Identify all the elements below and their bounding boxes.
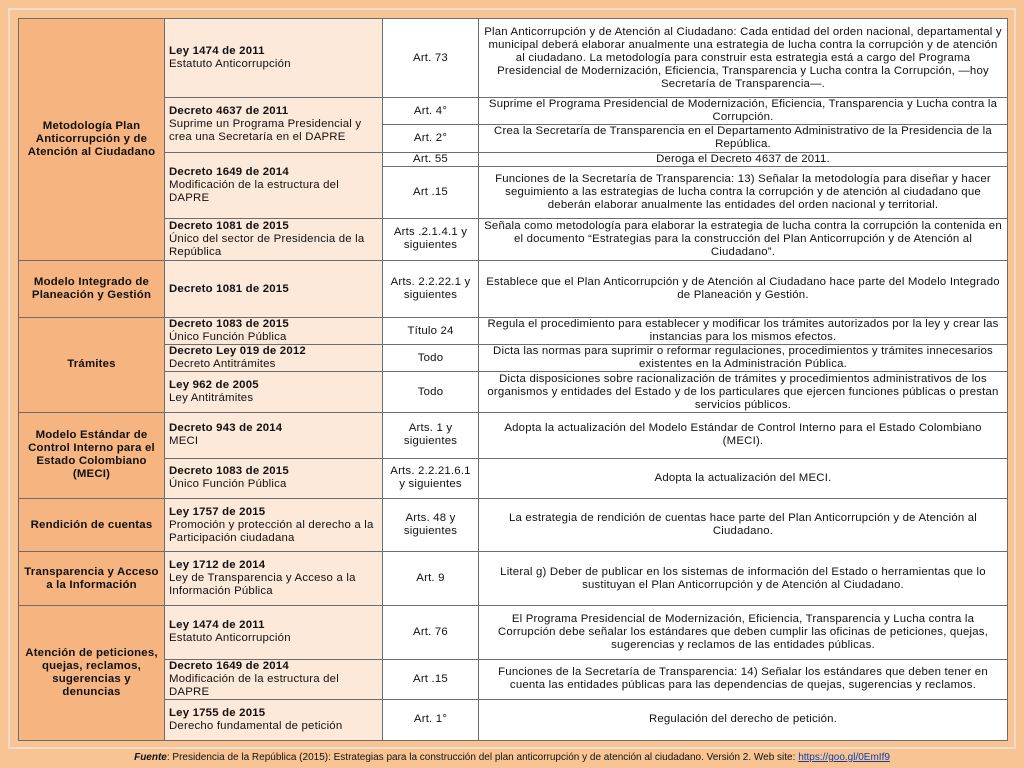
category-cell: Metodología Plan Anticorrupción y de Atención al Ciudadano [19, 19, 165, 261]
description-cell: Dicta las normas para suprimir o reformar regulaciones, procedimientos y trámites innecesarios existentes en la Administración Pública. [479, 345, 1008, 372]
description-cell: La estrategia de rendición de cuentas hace parte del Plan Anticorrupción y de Atención al Ciudadano. [479, 498, 1008, 551]
norm-description: Decreto Antitrámites [169, 358, 276, 371]
norm-cell [165, 552, 383, 606]
norm-description: Derecho fundamental de petición [169, 719, 343, 732]
norm-description: Modificación de la estructura del DAPRE [169, 178, 339, 204]
norm-title: Decreto 1081 de 2015 [169, 282, 289, 295]
norm-title: Decreto 1649 de 2014 [169, 659, 289, 672]
article-cell: Art. 76 [383, 606, 479, 659]
table-row [19, 458, 1008, 498]
norm-description: Ley Antitrámites [169, 392, 254, 404]
norm-cell [165, 606, 383, 659]
norm-description: Único del sector de Presidencia de la República [169, 232, 365, 258]
table-row [19, 606, 1008, 659]
regulations-table [18, 18, 1008, 741]
description-cell: El Programa Presidencial de Modernización, Eficiencia, Transparencia y Lucha contra la Corrupción debe señalar los estándares que deben cumplir las oficinas de peticiones, quejas, sugerencias y reclamos de las entidades públicas. [479, 606, 1008, 659]
description-cell: Regulación del derecho de petición. [479, 699, 1008, 740]
norm-cell [165, 372, 383, 412]
norm-cell [165, 260, 383, 317]
norm-title: Ley 1712 de 2014 [169, 559, 266, 572]
norm-cell [165, 498, 383, 551]
norm-description: Único Función Pública [169, 331, 287, 344]
article-cell: Arts. 1 y siguientes [383, 412, 479, 458]
norm-cell [165, 458, 383, 498]
norm-title: Decreto 1081 de 2015 [169, 219, 289, 232]
description-cell: Funciones de la Secretaría de Transparencia: 13) Señalar la metodología para diseñar y hacer seguimiento a las estrategias de lucha contra la corrupción y de atención al ciudadano que deberán elaborar anualmente las entidades del orden nacional y territorial. [479, 166, 1008, 218]
norm-title: Ley 1474 de 2011 [169, 45, 265, 58]
category-cell: Modelo Integrado de Planeación y Gestión [19, 260, 165, 317]
norm-title: Decreto 943 de 2014 [169, 422, 283, 435]
norm-description: Ley de Transparencia y Acceso a la Información Pública [169, 572, 356, 598]
article-cell: Art .15 [383, 659, 479, 699]
norm-title: Ley 1755 de 2015 [169, 706, 266, 719]
description-cell: Dicta disposiciones sobre racionalización de trámites y procedimientos administrativos de los organismos y entidades del Estado y de los particulares que ejercen funciones públicas o prestan servicios públicos. [479, 372, 1008, 412]
article-cell: Título 24 [383, 318, 479, 345]
table-row [19, 218, 1008, 260]
source-label: Fuente [134, 752, 167, 763]
description-cell: Plan Anticorrupción y de Atención al Ciudadano: Cada entidad del orden nacional, departamental y municipal deberá elaborar anualmente una estrategia de lucha contra la corrupción y de atención al ciudadano. La metodología para construir esta estrategia está a cargo del Programa Presidencial de Modernización, Eficiencia, Transparencia y Lucha contra la Corrupción, —hoy Secretaría de Transparencia—. [479, 19, 1008, 98]
norm-description: Suprime un Programa Presidencial y crea una Secretaría en el DAPRE [169, 118, 362, 144]
article-cell: Arts .2.1.4.1 y siguientes [383, 218, 479, 260]
description-cell: Establece que el Plan Anticorrupción y de Atención al Ciudadano hace parte del Modelo Integrado de Planeación y Gestión. [479, 260, 1008, 317]
table-row [19, 318, 1008, 345]
description-cell: Literal g) Deber de publicar en los sistemas de información del Estado o herramientas que lo sustituyan el Plan Anticorrupción y de Atención al Ciudadano. [479, 552, 1008, 606]
description-cell: Funciones de la Secretaría de Transparencia: 14) Señalar los estándares que deben tener en cuenta las entidades públicas para las dependencias de quejas, sugerencias y reclamos. [479, 659, 1008, 699]
norm-description: Estatuto Anticorrupción [169, 58, 291, 71]
norm-description: Modificación de la estructura del DAPRE [169, 672, 339, 698]
article-cell: Arts. 48 y siguientes [383, 498, 479, 551]
norm-title: Decreto 1083 de 2015 [169, 318, 289, 331]
description-cell: Deroga el Decreto 4637 de 2011. [479, 152, 1008, 166]
norm-cell [165, 659, 383, 699]
table-row [19, 498, 1008, 551]
table-row [19, 699, 1008, 740]
source-link[interactable]: https://goo.gl/0EmIf9 [798, 752, 890, 763]
table-row [19, 260, 1008, 317]
article-cell: Art. 2° [383, 125, 479, 152]
article-cell: Todo [383, 345, 479, 372]
norm-cell [165, 19, 383, 98]
norm-description: Único Función Pública [169, 478, 287, 491]
article-cell: Art. 55 [383, 152, 479, 166]
category-cell: Transparencia y Acceso a la Información [19, 552, 165, 606]
article-cell: Todo [383, 372, 479, 412]
source-text: : Presidencia de la República (2015): Estrategias para la construcción del plan anticorrupción y de atención al ciudadano. Versión 2. Web site: [166, 752, 799, 763]
article-cell: Art. 1° [383, 699, 479, 740]
norm-title: Ley 962 de 2005 [169, 379, 259, 391]
description-cell: Adopta la actualización del Modelo Estándar de Control Interno para el Estado Colombiano (MECI). [479, 412, 1008, 458]
norm-title: Ley 1474 de 2011 [169, 619, 265, 632]
description-cell: Suprime el Programa Presidencial de Modernización, Eficiencia, Transparencia y Lucha contra la Corrupción. [479, 98, 1008, 125]
norm-cell [165, 412, 383, 458]
norm-cell [165, 218, 383, 260]
article-cell: Art .15 [383, 166, 479, 218]
description-cell: Regula el procedimiento para establecer y modificar los trámites autorizados por la ley y crear las instancias para los mismos efectos. [479, 318, 1008, 345]
table-row [19, 345, 1008, 372]
table-row [19, 412, 1008, 458]
table-row [19, 659, 1008, 699]
table-row [19, 19, 1008, 98]
norm-title: Decreto 4637 de 2011 [169, 105, 289, 118]
table-row [19, 152, 1008, 166]
source-footer [0, 752, 1024, 763]
article-cell: Art. 4° [383, 98, 479, 125]
table-row [19, 98, 1008, 125]
article-cell: Art. 9 [383, 552, 479, 606]
norm-cell [165, 318, 383, 345]
category-cell: Rendición de cuentas [19, 498, 165, 551]
norm-title: Ley 1757 de 2015 [169, 505, 266, 518]
article-cell: Arts. 2.2.22.1 y siguientes [383, 260, 479, 317]
description-cell: Crea la Secretaría de Transparencia en el Departamento Administrativo de la Presidencia de la República. [479, 125, 1008, 152]
table-row [19, 552, 1008, 606]
description-cell: Señala como metodología para elaborar la estrategia de lucha contra la corrupción la contenida en el documento “Estrategias para la construcción del Plan Anticorrupción y de Atención al Ciudadano”. [479, 218, 1008, 260]
norm-cell [165, 98, 383, 152]
norm-description: MECI [169, 435, 199, 448]
norm-cell [165, 345, 383, 372]
norm-title: Decreto Ley 019 de 2012 [169, 345, 306, 358]
norm-title: Decreto 1083 de 2015 [169, 465, 289, 478]
norm-cell [165, 699, 383, 740]
description-cell: Adopta la actualización del MECI. [479, 458, 1008, 498]
category-cell: Modelo Estándar de Control Interno para el Estado Colombiano (MECI) [19, 412, 165, 498]
table-row [19, 372, 1008, 412]
article-cell: Arts. 2.2.21.6.1 y siguientes [383, 458, 479, 498]
norm-description: Promoción y protección al derecho a la Participación ciudadana [169, 518, 374, 544]
norm-description: Estatuto Anticorrupción [169, 632, 291, 645]
category-cell: Atención de peticiones, quejas, reclamos, sugerencias y denuncias [19, 606, 165, 741]
article-cell: Art. 73 [383, 19, 479, 98]
norm-cell [165, 152, 383, 218]
category-cell: Trámites [19, 318, 165, 412]
norm-title: Decreto 1649 de 2014 [169, 165, 289, 178]
